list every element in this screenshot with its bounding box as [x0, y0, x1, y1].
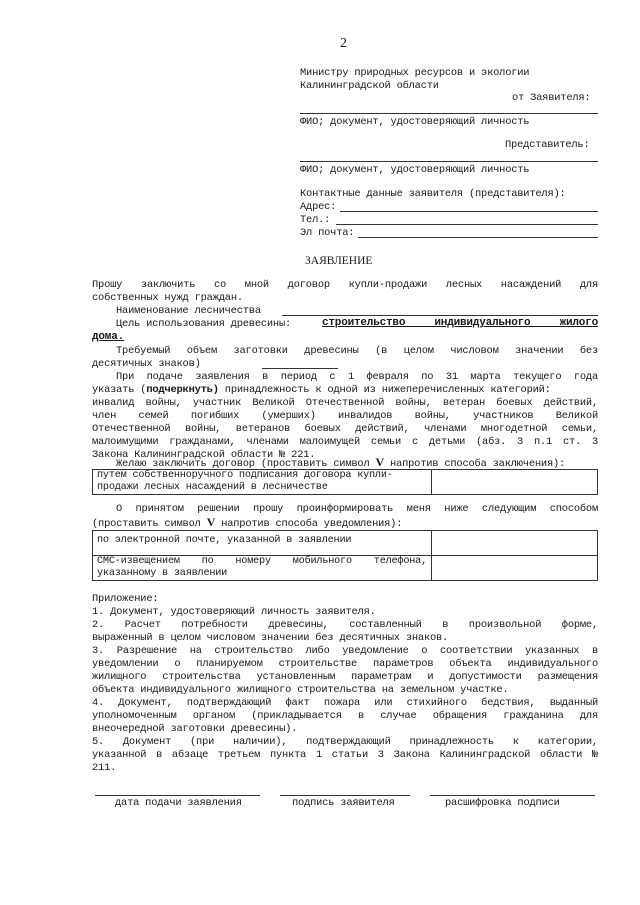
request-line2: собственных нужд граждан. — [92, 292, 243, 304]
addressee-line1: Министру природных ресурсов и экологии — [300, 67, 530, 79]
document-title: ЗАЯВЛЕНИЕ — [305, 255, 373, 267]
address-field[interactable] — [340, 211, 598, 212]
attachment-item: выраженный в целом числовом значении без десятичных знаков. — [92, 632, 449, 644]
attachment-item: 1. Документ, удостоверяющий личность заявителя. — [92, 606, 376, 618]
categories-line4: член семей погибших (умерших) инвалидов войны, участников Великой — [92, 410, 598, 422]
signature-caption: подпись заявителя — [292, 797, 395, 809]
notify-line2: (проставить символ V напротив способа уведомления): — [92, 515, 403, 530]
representative-fio-line[interactable] — [300, 161, 598, 162]
attachment-item: уполномоченным органом (прикладывается в случае обращения гражданина для — [92, 710, 598, 722]
notify-option-sms: СМС-извещением по номеру мобильного телефона, указанному в заявлении — [93, 556, 432, 581]
address-label: Адрес: — [300, 201, 337, 213]
notify-method-table — [92, 530, 598, 581]
contract-option-checkbox[interactable] — [432, 470, 598, 495]
attachment-item: 2. Расчет потребности древесины, составленный в произвольной форме, — [92, 619, 598, 631]
attachment-item: уведомлении о планируемом строительстве параметров объекта индивидуального — [92, 658, 598, 670]
contract-method-table — [92, 469, 598, 495]
purpose-value-line1: строительство индивидуального жилого — [322, 317, 598, 329]
contacts-label: Контактные данные заявителя (представителя): — [300, 188, 566, 200]
email-label: Эл почта: — [300, 227, 355, 239]
forestry-label: Наименование лесничества — [116, 305, 261, 317]
applicant-fio-line[interactable] — [300, 113, 598, 114]
attachment-item: внеочередной заготовки древесины). — [92, 723, 298, 735]
attachment-item: 3. Разрешение на строительство либо уведомление о соответствии указанных в — [92, 645, 598, 657]
attachment-item: 4. Документ, подтверждающий факт пожара или стихийного бедствия, выданный — [92, 697, 598, 709]
phone-label: Тел.: — [300, 214, 331, 226]
request-line1: Прошу заключить со мной договор купли-продажи лесных насаждений для — [92, 279, 598, 291]
forestry-field[interactable] — [282, 315, 598, 316]
attachments-label: Приложение: — [92, 593, 159, 605]
notify-sms-checkbox[interactable] — [432, 556, 598, 581]
contract-option-cell: путем собственноручного подписания договора купли- продажи лесных насаждений в лесничестве — [93, 470, 432, 495]
notify-option-email: по электронной почте, указанной в заявлении — [93, 531, 432, 556]
categories-line5: Отечественной войны, ветеранов боевых действий, членами многодетной семьи, — [92, 423, 598, 435]
categories-line1: При подаче заявления в период с 1 февраля по 31 марта текущего года — [116, 371, 598, 383]
notify-line1: О принятом решении прошу проинформировать меня ниже следующим способом — [116, 503, 598, 515]
volume-line1: Требуемый объем заготовки древесины (в целом числовом значении без — [116, 345, 598, 357]
categories-line6: малоимущими гражданами, членами малоимущей семьи с детьми (абз. 3 п.1 ст. 3 — [92, 436, 598, 448]
purpose-label: Цель использования древесины: — [116, 318, 292, 330]
representative-label: Представитель: — [505, 139, 590, 151]
attachment-item: 211. — [92, 762, 117, 774]
attachment-item: жилищного строительства установленным параметрам и допустимости размещения — [92, 671, 598, 683]
representative-fio-caption: ФИО; документ, удостоверяющий личность — [300, 164, 530, 176]
applicant-signature-line[interactable] — [280, 795, 410, 796]
notify-email-checkbox[interactable] — [432, 531, 598, 556]
attachment-item: 5. Документ (при наличии), подтверждающий принадлежность к категории, — [92, 736, 598, 748]
date-signature-line[interactable] — [95, 795, 260, 796]
date-caption: дата подачи заявления — [115, 797, 242, 809]
categories-line7: Закона Калининградской области № 221. — [92, 449, 316, 461]
contract-method-prompt: Желаю заключить договор (проставить символ V напротив способа заключения): — [116, 455, 566, 470]
signature-decode-line[interactable] — [430, 795, 595, 796]
volume-line2: десятичных знаков) — [92, 358, 201, 370]
volume-field[interactable] — [262, 368, 338, 369]
attachment-item: указанной в абзаце третьем пункта 1 статьи 3 Закона Калининградской области № — [92, 749, 598, 761]
categories-line2: указать (подчеркнуть) принадлежность к одной из нижеперечисленных категорий: — [92, 384, 551, 396]
purpose-value-line2: дома. — [92, 331, 125, 343]
applicant-fio-caption: ФИО; документ, удостоверяющий личность — [300, 116, 530, 128]
decode-caption: расшифровка подписи — [445, 797, 560, 809]
attachment-item: объекта индивидуального жилищного строительства на земельном участке. — [92, 684, 509, 696]
categories-line3: инвалид войны, участник Великой Отечественной войны, ветеран боевых действий, — [92, 397, 598, 409]
phone-field[interactable] — [336, 224, 598, 225]
from-applicant-label: от Заявителя: — [512, 92, 591, 104]
email-field[interactable] — [358, 237, 598, 238]
addressee-line2: Калининградской области — [300, 80, 439, 92]
page-number: 2 — [340, 36, 347, 51]
